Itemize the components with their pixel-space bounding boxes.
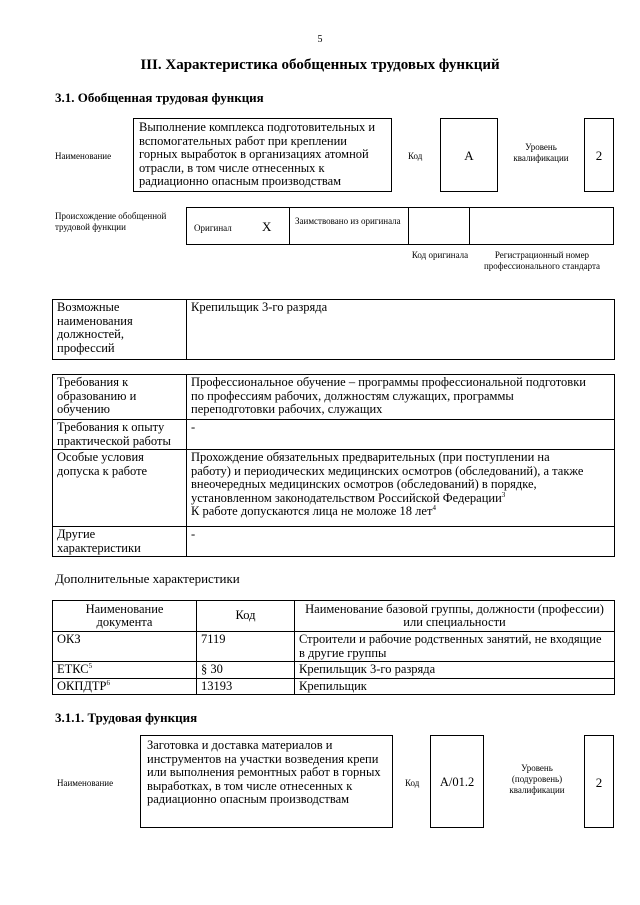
header-group: Наименование базовой группы, должности (профессии) или специальности <box>295 601 615 632</box>
positions-value: Крепильщик 3-го разряда <box>187 300 615 360</box>
tf-name-value: Заготовка и доставка материалов и инструментов на участки возведения крепи или выполнения ремонтных работ в горных выработках, в том числе отнесенных к радиационно опасным производствам <box>140 735 393 828</box>
positions-label: Возможные наименования должностей, профессий <box>53 300 187 360</box>
header-code: Код <box>197 601 295 632</box>
tf-level-value: 2 <box>584 735 614 828</box>
reg-number-label: Регистрационный номер профессионального стандарта <box>483 250 601 271</box>
other-label: Другие характеристики <box>53 527 187 557</box>
original-mark: X <box>262 219 272 234</box>
origin-table <box>186 207 614 245</box>
footnote-3: 3 <box>501 490 506 499</box>
additional-table <box>52 600 615 695</box>
table-row: ЕТКС$^5$ § 30 Крепильщик 3-го разряда <box>53 662 615 679</box>
experience-value: - <box>187 420 615 450</box>
tf-heading: 3.1.1. Трудовая функция <box>55 710 198 725</box>
tf-level-label: Уровень (подуровень) квалификации <box>509 763 565 795</box>
section-title: III. Характеристика обобщенных трудовых функций <box>140 57 500 73</box>
additional-heading: Дополнительные характеристики <box>55 571 240 586</box>
education-label: Требования к образованию и обучению <box>53 375 187 420</box>
page-number: 5 <box>317 34 323 45</box>
gtf-code-label: Код <box>408 151 423 161</box>
experience-label: Требования к опыту практической работы <box>53 420 187 450</box>
requirements-table <box>52 374 615 557</box>
education-value: Профессиональное обучение – программы профессиональной подготовки по профессиям рабочих, должностям служащих, программы переподготовки рабочих, служащих <box>187 375 615 420</box>
tf-code-label: Код <box>405 778 420 788</box>
gtf-name-value: Выполнение комплекса подготовительных и вспомогательных работ при креплении горных выработок в организациях атомной отрасли, в том числе отнесенных к радиационно опасным производствам <box>133 118 392 192</box>
tf-name-label: Наименование <box>57 778 114 788</box>
gtf-level-label: Уровень квалификации <box>513 142 569 163</box>
admission-value: Прохождение обязательных предварительных (при поступлении на работу) и периодических медицинских осмотров (обследований), а также внеочередных медицинских осмотров (обследований) в порядке, установленном законодательством Российской Федерации$^3$ К работе допускаются лица не моложе 18 лет$^4$ <box>187 450 615 527</box>
gtf-level-value: 2 <box>584 118 614 192</box>
header-document: Наименование документа <box>53 601 197 632</box>
gtf-heading: 3.1. Обобщенная трудовая функция <box>55 90 264 105</box>
gtf-origin-label: Происхождение обобщенной трудовой функции <box>55 211 167 232</box>
tf-code-value: A/01.2 <box>430 735 484 828</box>
footnote-4: 4 <box>432 503 436 512</box>
admission-label: Особые условия допуска к работе <box>53 450 187 527</box>
positions-table <box>52 299 615 360</box>
table-row: ОКПДТР$^6$ 13193 Крепильщик <box>53 678 615 695</box>
original-code-label: Код оригинала <box>411 250 469 260</box>
borrowed-label: Заимствовано из оригинала <box>295 216 401 226</box>
gtf-name-label: Наименование <box>55 151 112 161</box>
gtf-code-value: A <box>440 118 498 192</box>
original-label: Оригинал <box>194 223 232 233</box>
table-row: ОКЗ 7119 Строители и рабочие родственных занятий, не входящие в другие группы <box>53 632 615 662</box>
other-value: - <box>187 527 615 557</box>
